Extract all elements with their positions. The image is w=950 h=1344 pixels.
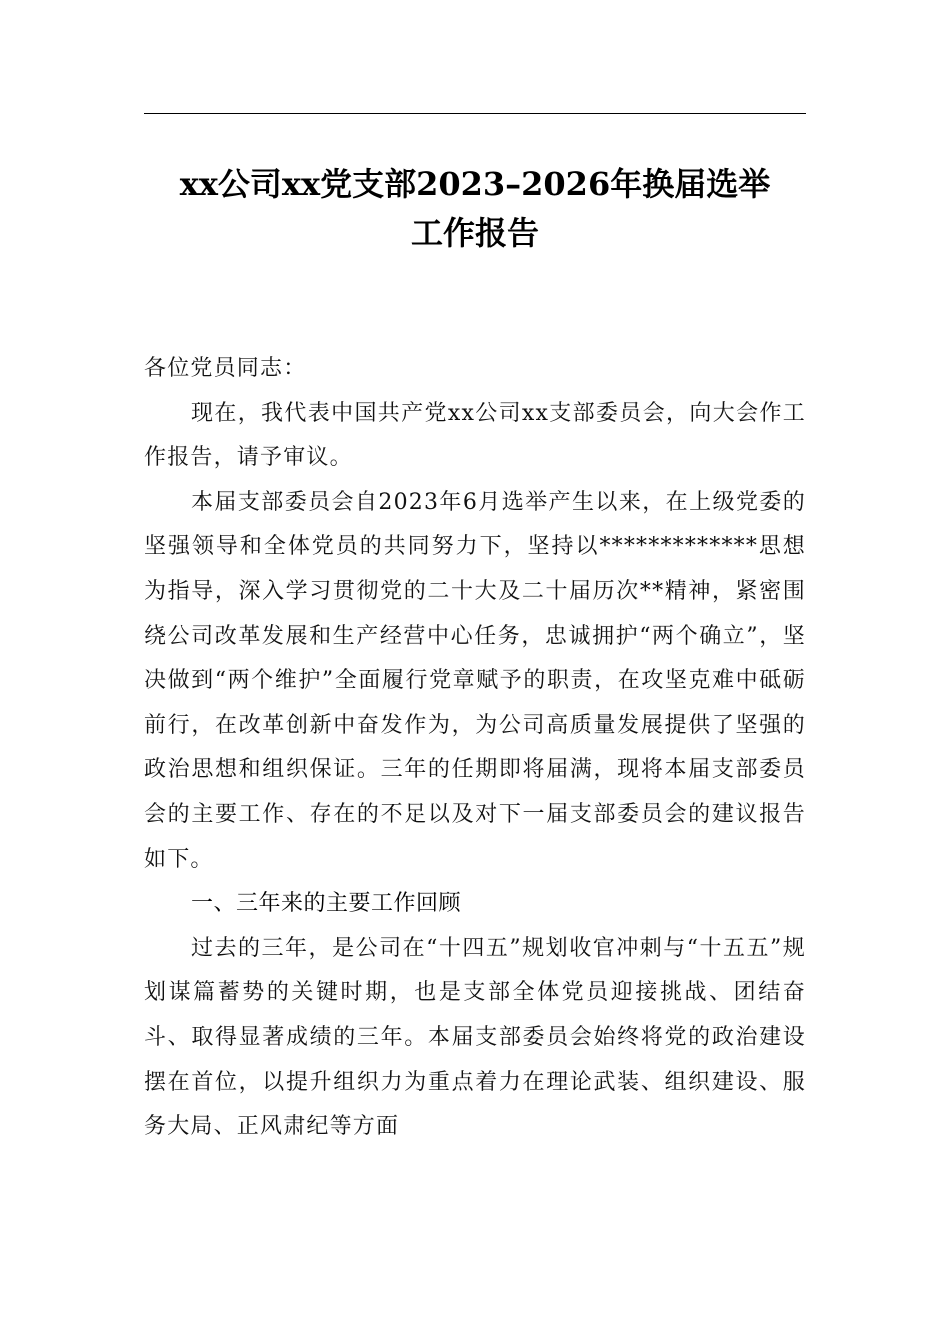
section-heading-1: 一、三年来的主要工作回顾 [191, 891, 462, 917]
paragraph-opening: 现在，我代表中国共产党xx公司xx支部委员会，向大会作工作报告，请予审议。 [144, 400, 806, 471]
title-line-2: 工作报告 [410, 214, 539, 252]
document-title [144, 160, 806, 258]
document-body [144, 347, 806, 1150]
salutation: 各位党员同志： [144, 356, 307, 381]
paragraph-overview: 本届支部委员会自2023年6月选举产生以来，在上级党委的坚强领导和全体党员的共同努力下，坚持以*************思想为指导，深入学习贯彻党的二十大及二十届历次**精神，紧密围绕公司改革发展和生产经营中心任务，忠诚拥护“两个确立”，坚决做到“两个维护”全面履行党章赋予的职责，在攻坚克难中砥砺前行，在改革创新中奋发作为，为公司高质量发展提供了坚强的政治思想和组织保证。三年的任期即将届满，现将本届支部委员会的主要工作、存在的不足以及对下一届支部委员会的建议报告如下。 [144, 489, 806, 872]
paragraph-review: 过去的三年，是公司在“十四五”规划收官冲刺与“十五五”规划谋篇蓄势的关键时期，也是支部全体党员迎接挑战、团结奋斗、取得显著成绩的三年。本届支部委员会始终将党的政治建设摆在首位，以提升组织力为重点着力在理论武装、组织建设、服务大局、正风肃纪等方面 [144, 935, 806, 1140]
title-line-1: xx公司xx党支部2023–2026年换届选举 [179, 165, 771, 203]
header-rule [144, 113, 806, 114]
